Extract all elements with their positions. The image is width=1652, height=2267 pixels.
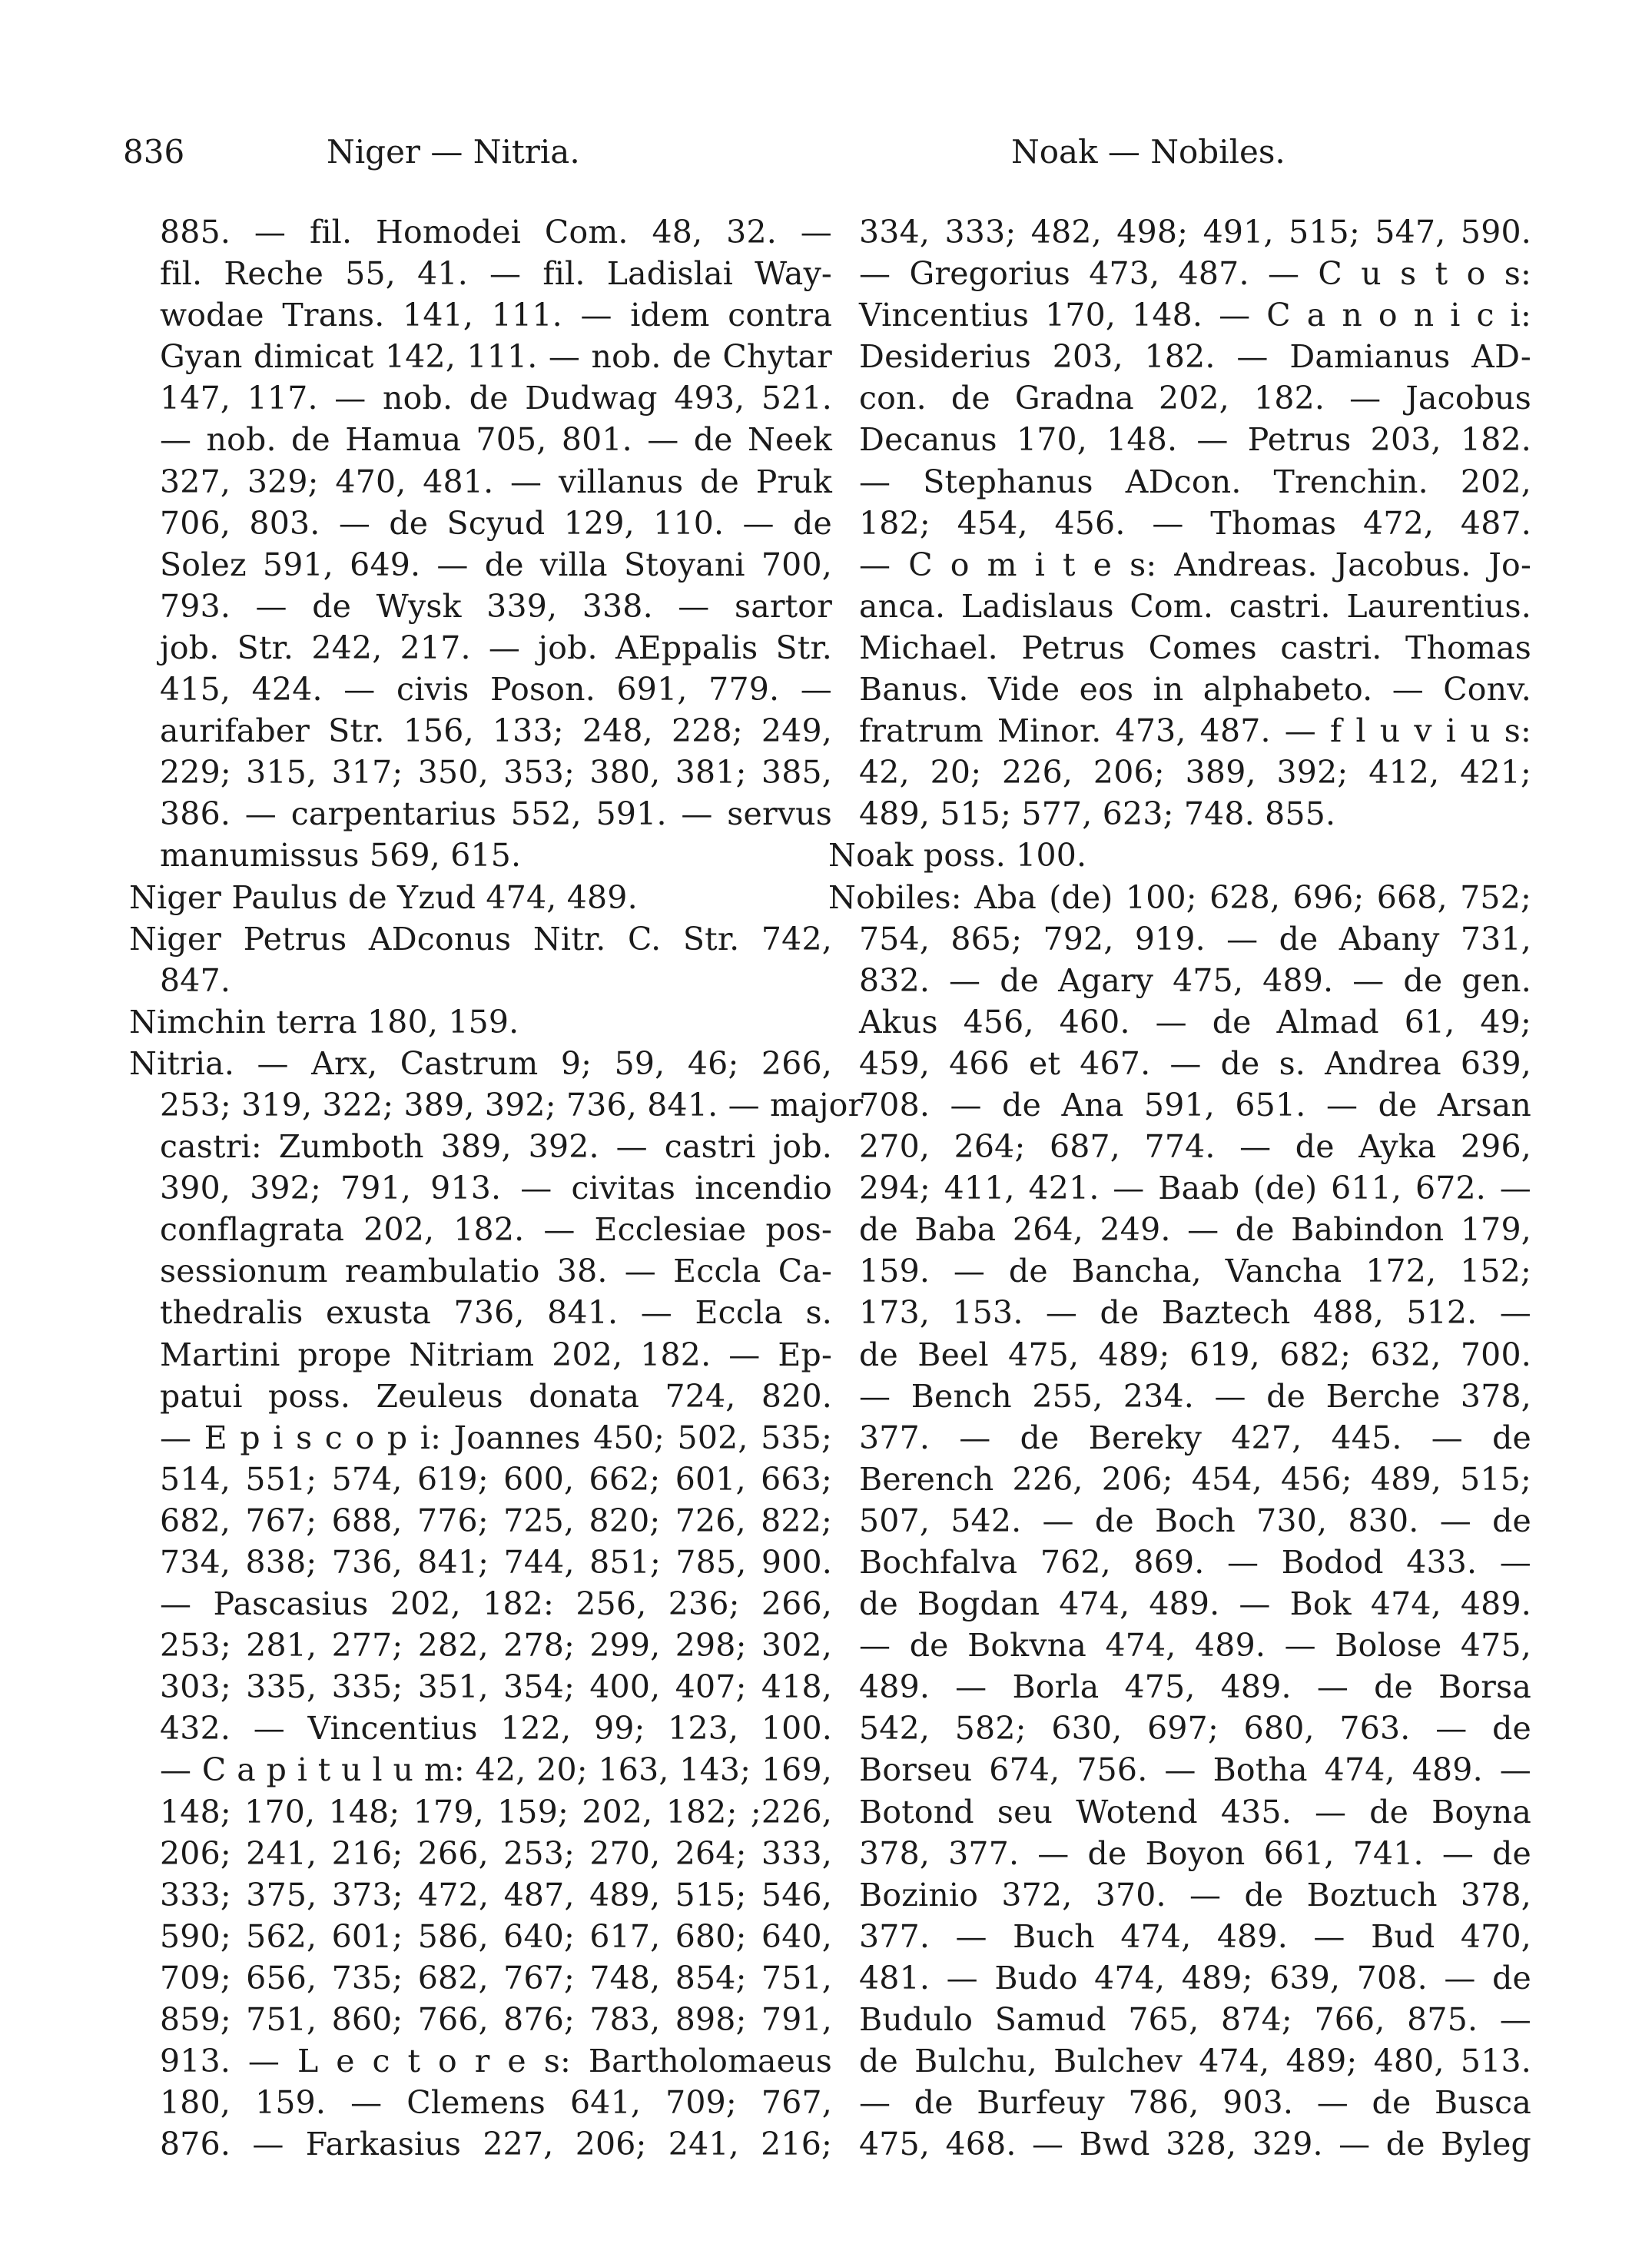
left-column-line: — E p i s c o p i: Joannes 450; 502, 535; <box>160 1419 832 1456</box>
right-column-line: fratrum Minor. 473, 487. — f l u v i u s: <box>859 712 1531 750</box>
left-column-line: sessionum reambulatio 38. — Eccla Ca- <box>160 1253 832 1290</box>
left-column-line: Gyan dimicat 142, 111. — nob. de Chytar <box>160 338 832 376</box>
left-column-line: — nob. de Hamua 705, 801. — de Neek <box>160 421 832 459</box>
left-column-line: 913. — L e c t o r e s: Bartholomaeus <box>160 2043 832 2080</box>
left-column-line: manumissus 569, 615. <box>160 837 522 875</box>
left-column-line: 148; 170, 148; 179, 159; 202, 182; ;226, <box>160 1793 832 1831</box>
right-column-line: 542, 582; 630, 697; 680, 763. — de <box>859 1710 1531 1748</box>
right-column-line: Botond seu Wotend 435. — de Boyna <box>859 1793 1531 1831</box>
left-column-line: 590; 562, 601; 586, 640; 617, 680; 640, <box>160 1917 832 1955</box>
right-column-line: Michael. Petrus Comes castri. Thomas <box>859 629 1531 666</box>
right-column-line: 708. — de Ana 591, 651. — de Arsan <box>859 1086 1531 1124</box>
left-column-line: — Pascasius 202, 182: 256, 236; 266, <box>160 1585 832 1623</box>
left-column-line: 253; 319, 322; 389, 392; 736, 841. — major <box>160 1086 864 1124</box>
right-column-line: 159. — de Bancha, Vancha 172, 152; <box>859 1253 1531 1290</box>
right-column-line: — C o m i t e s: Andreas. Jacobus. Jo- <box>859 546 1531 583</box>
left-column-line: 847. <box>160 961 231 999</box>
right-column-line: 754, 865; 792, 919. — de Abany 731, <box>859 920 1531 958</box>
right-column-line: Desiderius 203, 182. — Damianus AD- <box>859 338 1531 376</box>
left-column-line: 859; 751, 860; 766, 876; 783, 898; 791, <box>160 2001 832 2039</box>
right-column-line: 377. — de Bereky 427, 445. — de <box>859 1419 1531 1456</box>
right-column-line: Bozinio 372, 370. — de Boztuch 378, <box>859 1876 1531 1914</box>
right-column-line: Berench 226, 206; 454, 456; 489, 515; <box>859 1460 1531 1498</box>
left-column-line: Niger Petrus ADconus Nitr. C. Str. 742, <box>129 920 832 958</box>
right-column-line: Banus. Vide eos in alphabeto. — Conv. <box>859 671 1531 709</box>
left-column-line: fil. Reche 55, 41. — fil. Ladislai Way- <box>160 255 832 293</box>
left-column-line: castri: Zumboth 389, 392. — castri job. <box>160 1128 832 1166</box>
left-column-line: 682, 767; 688, 776; 725, 820; 726, 822; <box>160 1502 832 1539</box>
right-column-line: 378, 377. — de Boyon 661, 741. — de <box>859 1834 1531 1872</box>
right-column-line: 182; 454, 456. — Thomas 472, 487. <box>859 504 1531 542</box>
left-column-line: 432. — Vincentius 122, 99; 123, 100. <box>160 1710 832 1748</box>
right-column-line: — Bench 255, 234. — de Berche 378, <box>859 1377 1531 1415</box>
right-column-line: de Bogdan 474, 489. — Bok 474, 489. <box>859 1585 1531 1623</box>
right-column-line: 459, 466 et 467. — de s. Andrea 639, <box>859 1044 1531 1082</box>
left-column-line: 514, 551; 574, 619; 600, 662; 601, 663; <box>160 1460 832 1498</box>
left-column-line: 706, 803. — de Scyud 129, 110. — de <box>160 504 832 542</box>
left-column-line: 180, 159. — Clemens 641, 709; 767, <box>160 2084 832 2122</box>
left-column-line: thedralis exusta 736, 841. — Eccla s. <box>160 1294 832 1332</box>
right-column-line: de Bulchu, Bulchev 474, 489; 480, 513. <box>859 2043 1531 2080</box>
right-column-line: 334, 333; 482, 498; 491, 515; 547, 590. <box>859 214 1531 251</box>
right-column-line: — de Bokvna 474, 489. — Bolose 475, <box>859 1627 1531 1665</box>
left-column <box>129 211 864 2165</box>
right-column-line: de Baba 264, 249. — de Babindon 179, <box>859 1211 1531 1249</box>
right-column-line: 377. — Buch 474, 489. — Bud 470, <box>859 1917 1531 1955</box>
left-column-line: 229; 315, 317; 350, 353; 380, 381; 385, <box>160 754 832 792</box>
right-column-line: Bochfalva 762, 869. — Bodod 433. — <box>859 1544 1531 1581</box>
left-column-line: Nimchin terra 180, 159. <box>129 1003 519 1041</box>
right-column-line: — Gregorius 473, 487. — C u s t o s: <box>859 255 1531 293</box>
right-column-line: Vincentius 170, 148. — C a n o n i c i: <box>859 297 1531 334</box>
right-column-line: 173, 153. — de Baztech 488, 512. — <box>859 1294 1531 1332</box>
left-column-line: wodae Trans. 141, 111. — idem contra <box>160 297 832 334</box>
left-column-line: 386. — carpentarius 552, 591. — servus <box>160 795 832 833</box>
left-column-line: patui poss. Zeuleus donata 724, 820. <box>160 1377 832 1415</box>
right-column-line: 294; 411, 421. — Baab (de) 611, 672. — <box>859 1170 1531 1207</box>
left-column-line: 303; 335, 335; 351, 354; 400, 407; 418, <box>160 1668 832 1706</box>
right-column-line: de Beel 475, 489; 619, 682; 632, 700. <box>859 1336 1531 1373</box>
left-column-line: 253; 281, 277; 282, 278; 299, 298; 302, <box>160 1627 832 1665</box>
right-column-line: Nobiles: Aba (de) 100; 628, 696; 668, 752; <box>828 878 1531 916</box>
left-column-line: Nitria. — Arx, Castrum 9; 59, 46; 266, <box>129 1044 832 1082</box>
running-head-left: Niger — Nitria. <box>327 133 580 171</box>
left-column-line: Solez 591, 649. — de villa Stoyani 700, <box>160 546 832 583</box>
right-column-line: 481. — Budo 474, 489; 639, 708. — de <box>859 1959 1531 1996</box>
left-column-line: aurifaber Str. 156, 133; 248, 228; 249, <box>160 712 832 750</box>
left-column-line: 793. — de Wysk 339, 338. — sartor <box>160 587 832 625</box>
left-column-line: job. Str. 242, 217. — job. AEppalis Str. <box>160 629 832 666</box>
right-column-line: 489. — Borla 475, 489. — de Borsa <box>859 1668 1531 1706</box>
right-column-line: 832. — de Agary 475, 489. — de gen. <box>859 961 1531 999</box>
left-column-line: 415, 424. — civis Poson. 691, 779. — <box>160 671 832 709</box>
right-column <box>828 211 1531 2165</box>
right-column-line: — Stephanus ADcon. Trenchin. 202, <box>859 463 1531 500</box>
running-head-right: Noak — Nobiles. <box>1011 133 1285 171</box>
left-column-line: 206; 241, 216; 266, 253; 270, 264; 333, <box>160 1834 832 1872</box>
right-column-line: anca. Ladislaus Com. castri. Laurentius. <box>859 587 1531 625</box>
left-column-line: — C a p i t u l u m: 42, 20; 163, 143; 169, <box>160 1751 832 1789</box>
right-column-line: 475, 468. — Bwd 328, 329. — de Byleg <box>859 2126 1531 2163</box>
right-column-line: Borseu 674, 756. — Botha 474, 489. — <box>859 1751 1531 1789</box>
right-column-line: 42, 20; 226, 206; 389, 392; 412, 421; <box>859 754 1531 792</box>
left-column-line: 333; 375, 373; 472, 487, 489, 515; 546, <box>160 1876 832 1914</box>
right-column-line: 489, 515; 577, 623; 748. 855. <box>859 795 1336 833</box>
right-column-line: Akus 456, 460. — de Almad 61, 49; <box>859 1003 1531 1041</box>
right-column-line: con. de Gradna 202, 182. — Jacobus <box>859 380 1531 417</box>
right-column-line: — de Burfeuy 786, 903. — de Busca <box>859 2084 1531 2122</box>
right-column-line: 507, 542. — de Boch 730, 830. — de <box>859 1502 1531 1539</box>
left-column-line: 734, 838; 736, 841; 744, 851; 785, 900. <box>160 1544 832 1581</box>
left-column-line: 885. — fil. Homodei Com. 48, 32. — <box>160 214 832 251</box>
right-column-line: Decanus 170, 148. — Petrus 203, 182. <box>859 421 1531 459</box>
left-column-line: 876. — Farkasius 227, 206; 241, 216; <box>160 2126 832 2163</box>
right-column-line: Budulo Samud 765, 874; 766, 875. — <box>859 2001 1531 2039</box>
right-column-line: Noak poss. 100. <box>828 837 1087 875</box>
left-column-line: Niger Paulus de Yzud 474, 489. <box>129 878 638 916</box>
left-column-line: conflagrata 202, 182. — Ecclesiae pos- <box>160 1211 832 1249</box>
page-number: 836 <box>123 133 185 171</box>
left-column-line: 709; 656, 735; 682, 767; 748, 854; 751, <box>160 1959 832 1996</box>
right-column-line: 270, 264; 687, 774. — de Ayka 296, <box>859 1128 1531 1166</box>
left-column-line: 390, 392; 791, 913. — civitas incendio <box>160 1170 832 1207</box>
left-column-line: Martini prope Nitriam 202, 182. — Ep- <box>160 1336 832 1373</box>
left-column-line: 327, 329; 470, 481. — villanus de Pruk <box>160 463 832 500</box>
left-column-line: 147, 117. — nob. de Dudwag 493, 521. <box>160 380 832 417</box>
